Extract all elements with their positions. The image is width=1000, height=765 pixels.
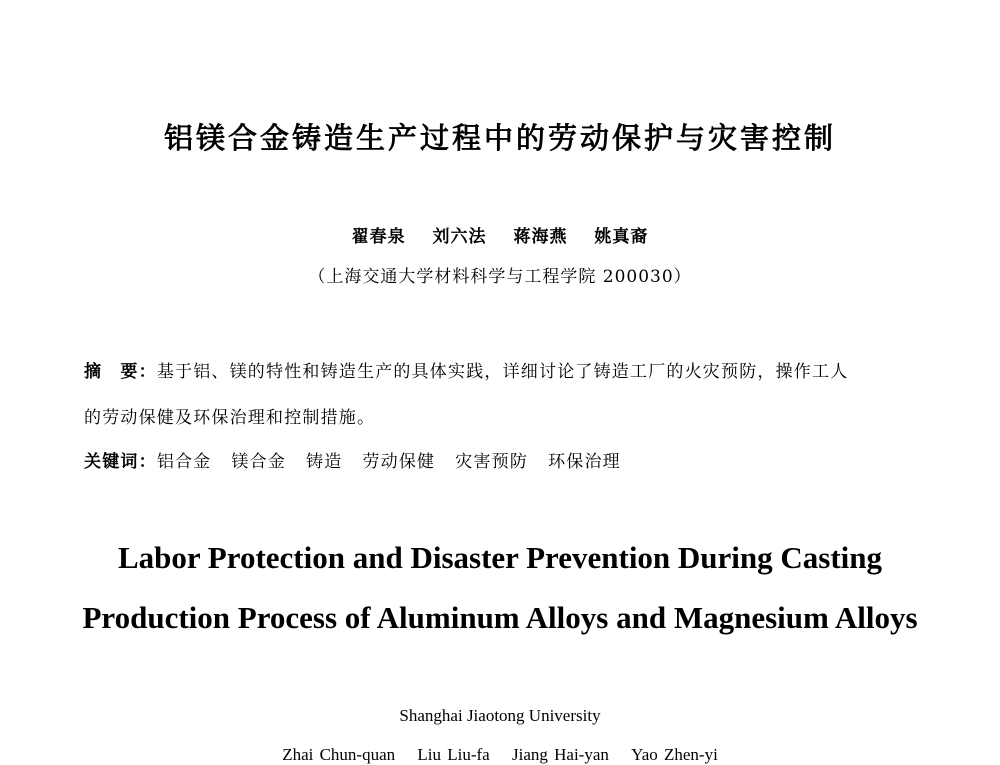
keywords (84, 447, 641, 472)
keyword: 环保治理 (548, 452, 621, 472)
keywords-label: 关键词： (84, 452, 157, 472)
author-name: 刘六法 (432, 227, 487, 247)
keyword: 铸造 (306, 452, 343, 472)
author-name: 姚真裔 (594, 227, 649, 247)
abstract-label: 摘 要： (84, 362, 157, 382)
author-name: Liu Liu-fa (417, 745, 490, 764)
chinese-title: 铝镁合金铸造生产过程中的劳动保护与灾害控制 (163, 121, 836, 155)
author-name: Jiang Hai-yan (511, 745, 609, 764)
author-name: Zhai Chun-quan (282, 745, 396, 764)
abstract-text: 基于铝、镁的特性和铸造生产的具体实践，详细讨论了铸造工厂的火灾预防，操作工人 (156, 362, 849, 382)
author-name: 蒋海燕 (513, 227, 568, 247)
keyword: 劳动保健 (362, 452, 436, 472)
chinese-affiliation: （上海交通大学材料科学与工程学院 200030） (308, 267, 692, 287)
english-authors (0, 745, 1000, 765)
english-title-line-2: Production Process of Aluminum Alloys and Magnesium Alloys (82, 600, 918, 635)
chinese-authors (0, 222, 1000, 247)
abstract-line-1 (84, 357, 848, 382)
author-name: Yao Zhen-yi (631, 745, 718, 764)
english-title-line-1: Labor Protection and Disaster Prevention During Casting (117, 540, 883, 575)
abstract-line-2: 的劳动保健及环保治理和控制措施。 (84, 408, 376, 428)
english-affiliation: Shanghai Jiaotong University (399, 706, 601, 725)
author-name: 翟春泉 (351, 227, 406, 247)
keyword: 镁合金 (231, 452, 287, 472)
keyword: 铝合金 (156, 452, 212, 472)
keyword: 灾害预防 (455, 452, 529, 472)
